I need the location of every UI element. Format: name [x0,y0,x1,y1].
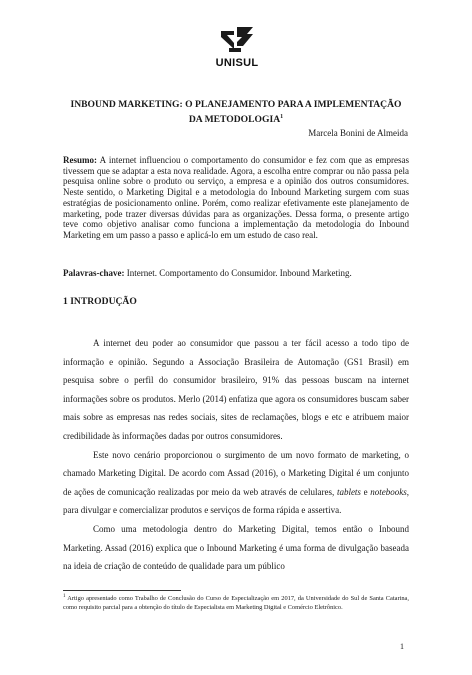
italic-notebooks: notebooks [370,486,407,497]
paragraph-1: A internet deu poder ao consumidor que passou a ter fácil acesso a todo tipo de informação e opinião. Segundo a Associação Brasileira de Automação (GS1 Brasil) em pesquisa sobre o perfil do consumidor brasileiro, 91% das pessoas buscam na internet informações sobre os produtos. Merlo (2014) enfatiza que agora os consumidores buscam saber mais sobre as empresas nas redes sociais, sites de reclamações, blogs e etc e atribuem maior credibilidade às informações dadas por outros consumidores. [63,338,409,441]
unisul-logo [208,24,266,68]
title-line-1: INBOUND MARKETING: O PLANEJAMENTO PARA A IMPLEMENTAÇÃO [70,99,402,110]
abstract-label: Resumo: [63,155,97,165]
page-number: 1 [400,642,404,651]
unisul-logo-mark-icon [217,24,257,56]
italic-tablets: tablets [336,486,361,497]
abstract-text: A internet influenciou o comportamento do consumidor e fez com que as empresas tivessem que se adaptar a esta nova realidade. Agora, a escolha entre comprar ou não passa pela pesquisa online sobre o produto ou serviço, a empresa e a opinião dos outros consumidores. Neste sentido, o Marketing Digital e a metodologia do Inbound Marketing surgem com suas estratégias de posicionamento online. Porém, como realizar efetivamente este planejamento de marketing, pode trazer diversas dúvidas para as organizações. Dessa forma, o presente artigo teve como objetivo analisar como funciona a implementação da metodologia do Inbound Marketing em um passo a passo e aplicá-lo em um estudo de caso real. [63,155,409,240]
footnote-mark: 1 [63,594,66,599]
footnote-divider [63,590,181,591]
author-name: Marcela Bonini de Almeida [308,128,408,138]
footnote-text: Artigo apresentado como Trabalho de Conclusão do Curso de Especialização em 2017, da Universidade do Sul de Santa Catarina, como requisito parcial para a obtenção do título de Especialista em Marketing Digital e Comércio Eletrônico. [63,595,409,611]
abstract [63,155,409,241]
keywords-label: Palavras-chave: [63,268,125,278]
title-footnote-mark: 1 [280,114,284,120]
footnote [63,593,409,613]
title-line-2: DA METODOLOGIA$^1$ [188,114,284,126]
paragraph-3: Como uma metodologia dentro do Marketing Digital, temos então o Inbound Marketing. Assad (2016) explica que o Inbound Marketing é uma forma de divulgação baseada na ideia de criação de conteúdo de qualidade para um público [63,523,409,572]
body-text [63,334,409,576]
logo-text: UNISUL [215,57,259,69]
keywords-text: Internet. Comportamento do Consumidor. Inbound Marketing. [126,268,352,278]
article-title [64,99,408,126]
paragraph-2: Este novo cenário proporcionou o surgimento de um novo formato de marketing, o chamado Marketing Digital. De acordo com Assad (2016), o Marketing Digital é um conjunto de ações de comunicação realizadas por meio da web através de celulares, tablets e notebooks, para divulgar e comercializar produtos e serviços de forma rápida e assertiva. [63,449,409,516]
keywords [63,268,409,278]
section-heading: 1 INTRODUÇÃO [63,296,137,307]
